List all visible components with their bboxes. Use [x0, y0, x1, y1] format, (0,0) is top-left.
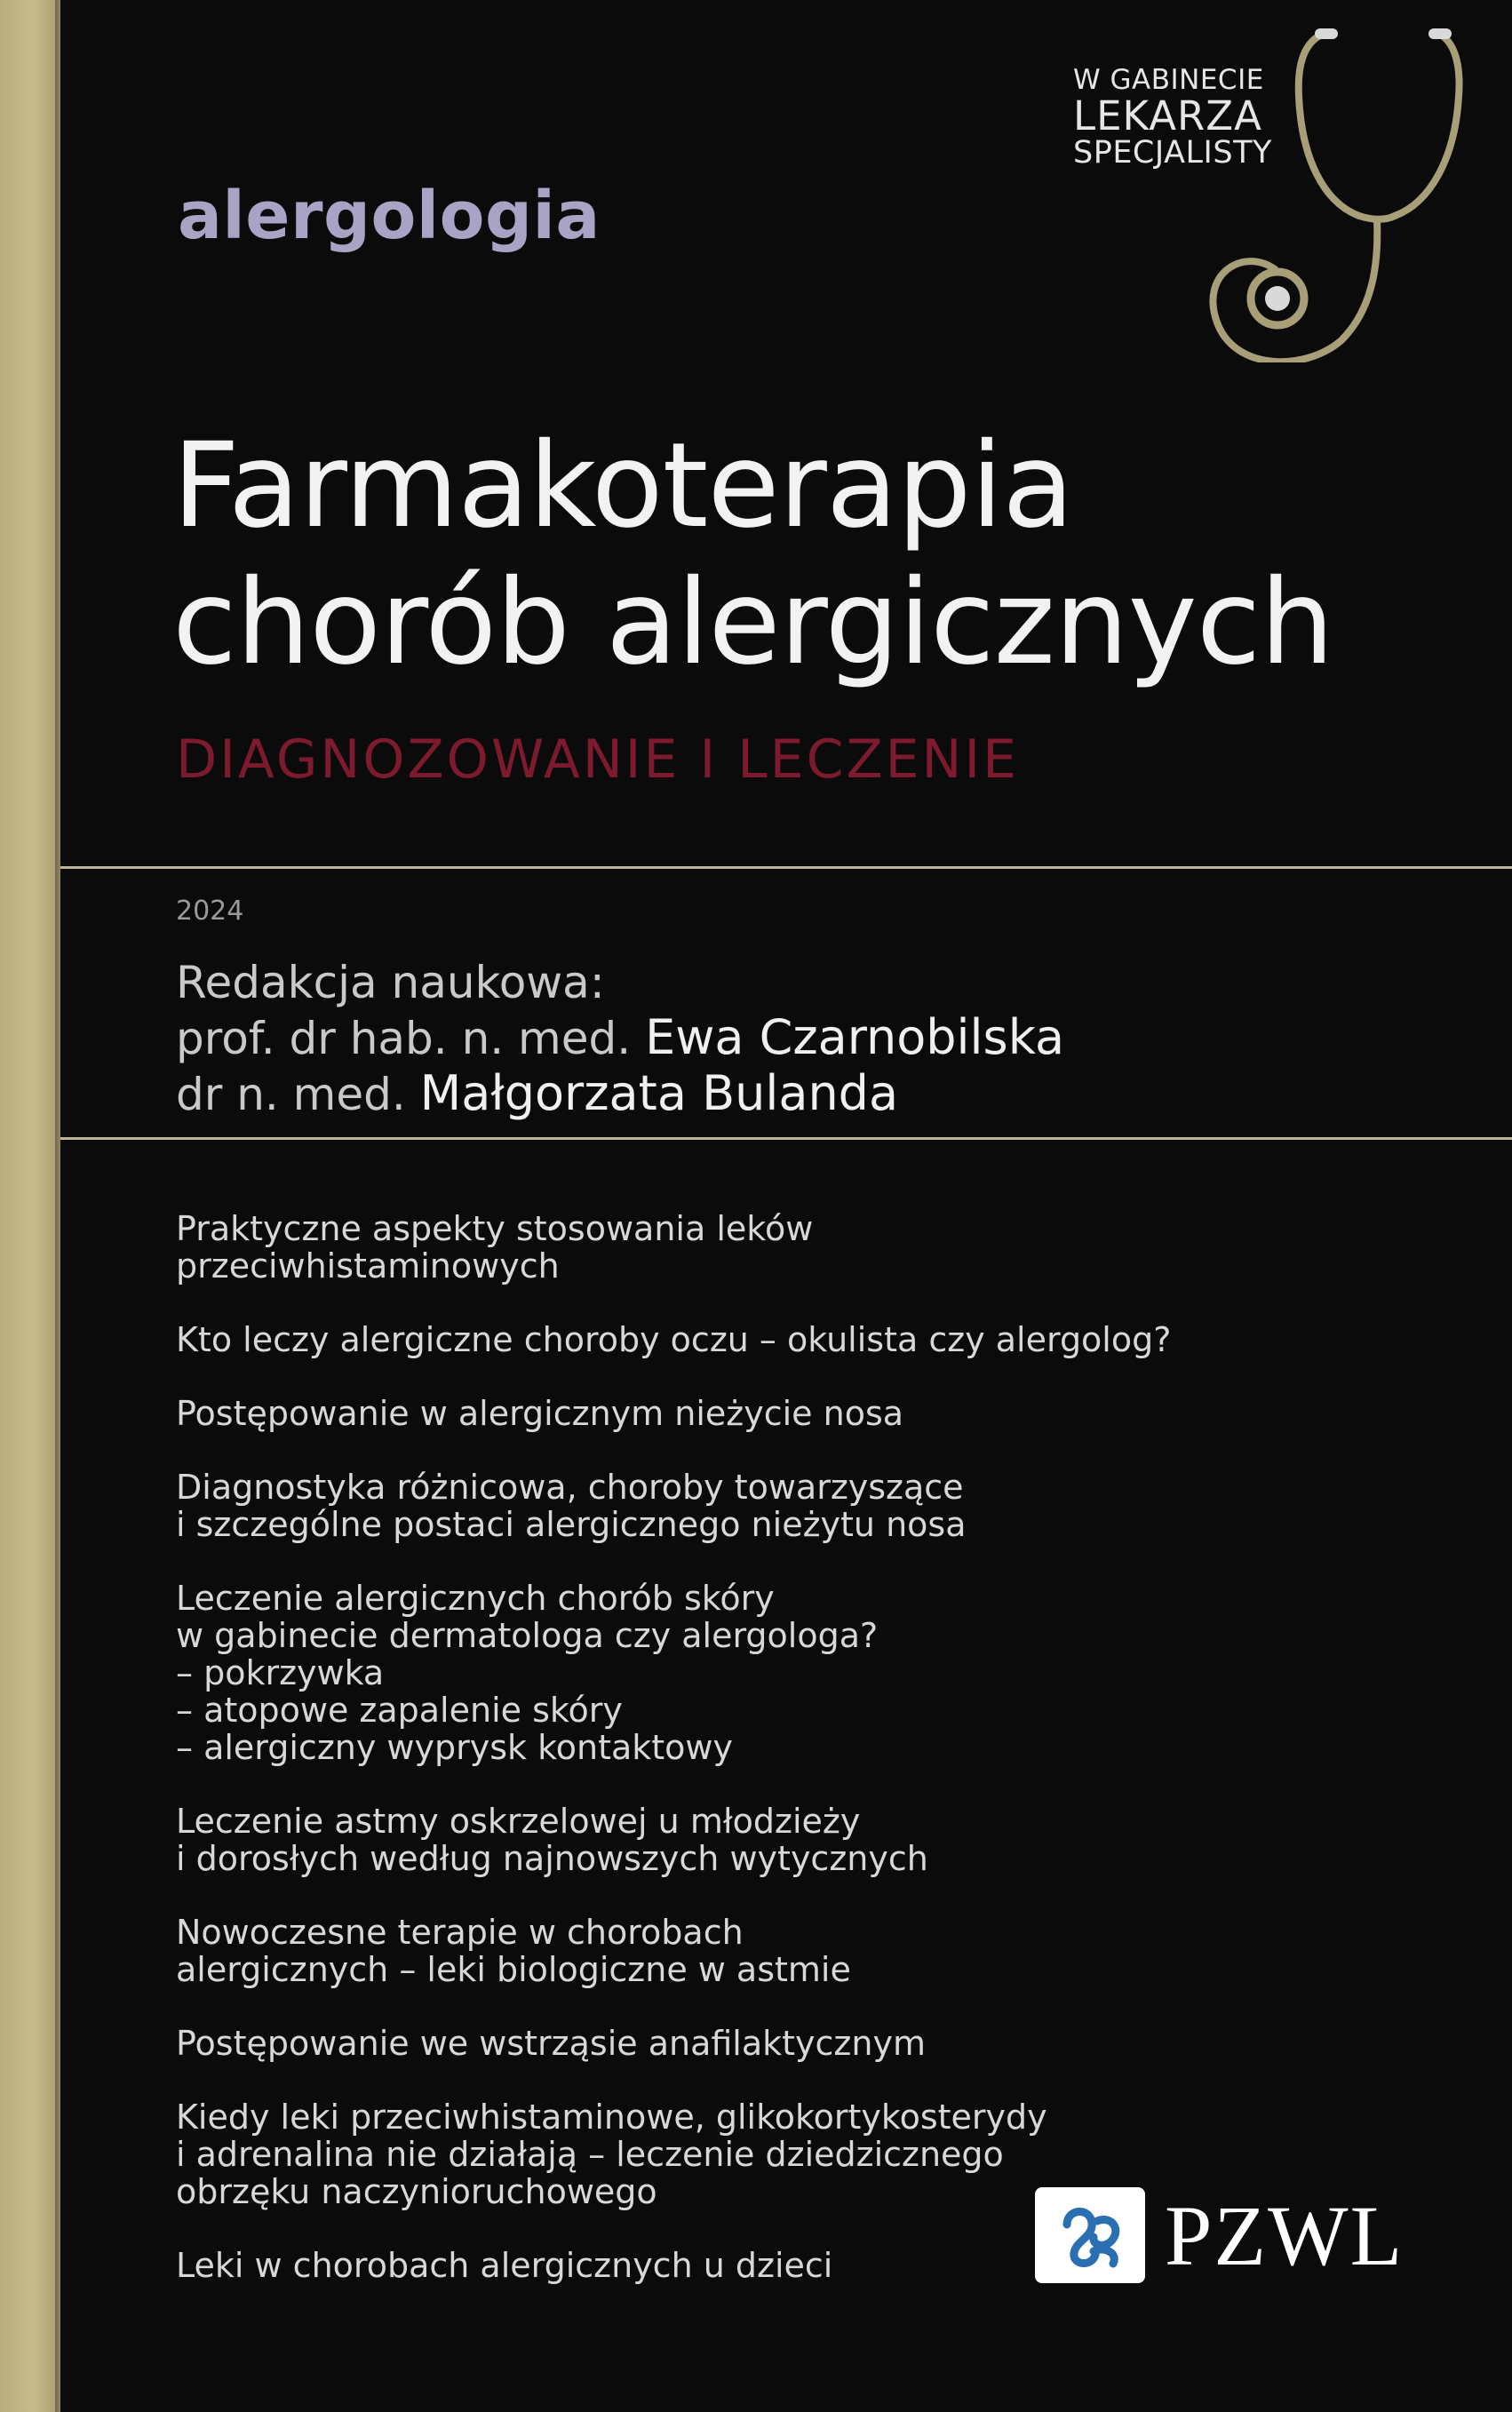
publication-year: 2024: [176, 896, 244, 927]
editor-1-title: prof. dr hab. n. med.: [176, 1013, 632, 1064]
editors-heading: Redakcja naukowa:: [176, 957, 605, 1008]
contents-list: [176, 1210, 1171, 2320]
contents-item-line: alergicznych – leki biologiczne w astmie: [176, 1950, 851, 1989]
contents-item-line: Postępowanie we wstrząsie anafilaktycznym: [176, 2024, 926, 2063]
publisher-name: PZWL: [1165, 2187, 1405, 2283]
contents-item: [176, 1395, 1171, 1432]
divider-bottom: [60, 1137, 1512, 1140]
editor-1: [176, 1010, 1064, 1066]
contents-item-line: obrzęku naczynioruchowego: [176, 2172, 657, 2211]
book-subtitle: DIAGNOZOWANIE I LECZENIE: [176, 728, 1019, 791]
contents-item-line: Leczenie alergicznych chorób skóry: [176, 1579, 775, 1618]
contents-item-line: i adrenalina nie działają – leczenie dziedzicznego: [176, 2135, 1004, 2174]
contents-item-line: Kiedy leki przeciwhistaminowe, glikokortykosterydy: [176, 2098, 1047, 2137]
divider-top: [60, 866, 1512, 869]
contents-item-line: – pokrzywka: [176, 1653, 385, 1692]
contents-item-line: i dorosłych według najnowszych wytycznych: [176, 1839, 928, 1878]
title-line-1: Farmakoterapia: [172, 418, 1074, 554]
contents-item-line: Kto leczy alergiczne choroby oczu – okulista czy alergolog?: [176, 1320, 1172, 1359]
series-line-3: SPECJALISTY: [1073, 134, 1272, 171]
contents-item: [176, 1321, 1171, 1358]
contents-item: [176, 1803, 1171, 1877]
contents-item: [176, 1469, 1171, 1543]
contents-item-line: – alergiczny wyprysk kontaktowy: [176, 1728, 733, 1767]
contents-item-line: Leki w chorobach alergicznych u dzieci: [176, 2246, 833, 2285]
title-line-2: chorób alergicznych: [172, 554, 1333, 691]
contents-item: [176, 1210, 1171, 1285]
contents-item-line: Praktyczne aspekty stosowania leków: [176, 1209, 814, 1248]
editor-2-name: Małgorzata Bulanda: [419, 1065, 899, 1121]
category-label: alergologia: [178, 178, 601, 254]
contents-item-line: Diagnostyka różnicowa, choroby towarzyszące: [176, 1468, 964, 1507]
contents-item: [176, 2247, 1171, 2284]
contents-item-line: Leczenie astmy oskrzelowej u młodzieży: [176, 1802, 861, 1841]
contents-item-line: w gabinecie dermatologa czy alergologa?: [176, 1616, 879, 1655]
publisher-logo: [1035, 2187, 1404, 2283]
series-line-1: W GABINECIE: [1073, 64, 1264, 96]
contents-item-line: i szczególne postaci alergicznego nieżytu nosa: [176, 1505, 967, 1544]
contents-item-line: Postępowanie w alergicznym nieżycie nosa: [176, 1394, 904, 1433]
editor-2: [176, 1066, 1064, 1122]
contents-item-line: Nowoczesne terapie w chorobach: [176, 1913, 744, 1952]
pzwl-logo-icon: [1035, 2187, 1145, 2283]
contents-item: [176, 2025, 1171, 2062]
contents-item-line: – atopowe zapalenie skóry: [176, 1691, 623, 1730]
editor-2-title: dr n. med.: [176, 1069, 406, 1120]
contents-item: [176, 1914, 1171, 1988]
contents-item: [176, 2098, 1171, 2210]
contents-item-line: przeciwhistaminowych: [176, 1246, 560, 1286]
contents-item: [176, 1580, 1171, 1766]
editor-1-name: Ewa Czarnobilska: [645, 1009, 1065, 1065]
book-title: [172, 418, 1333, 691]
editors-block: [176, 955, 1064, 1122]
series-line-2: LEKARZA: [1073, 92, 1262, 139]
stethoscope-icon: [1173, 25, 1475, 362]
book-spine: [0, 0, 60, 2412]
